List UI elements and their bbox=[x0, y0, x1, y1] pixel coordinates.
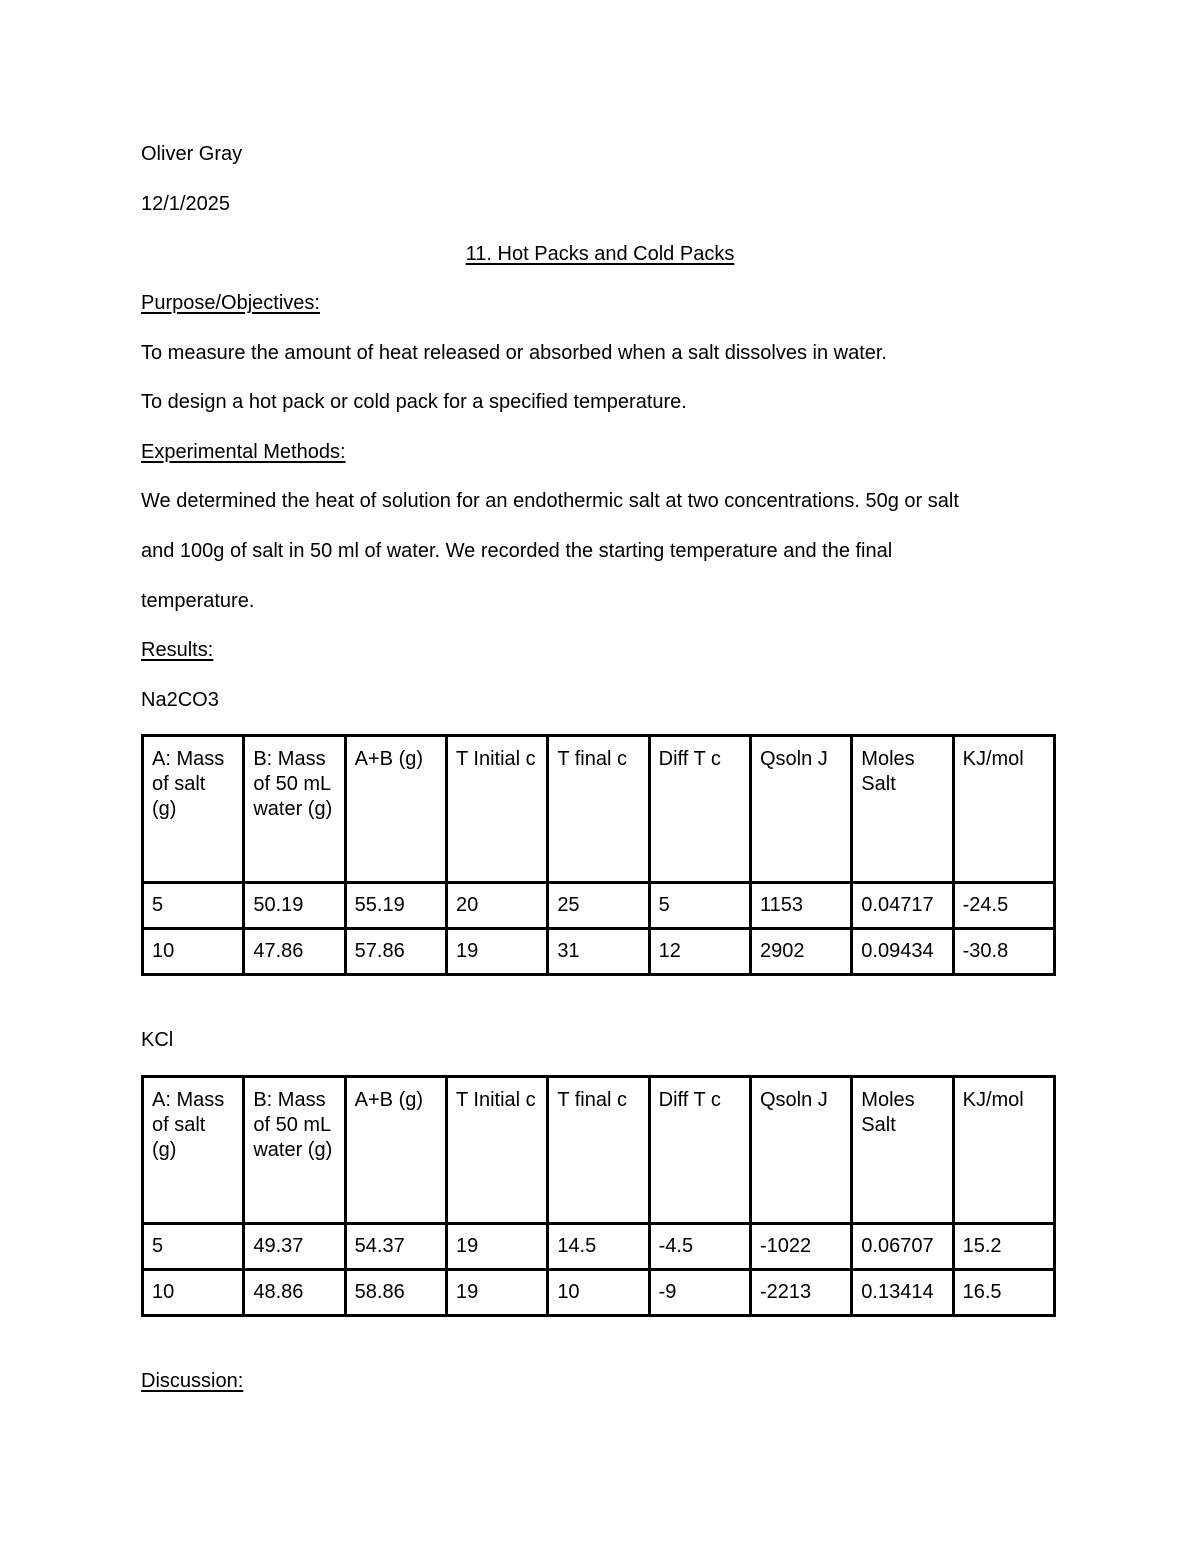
table-cell: 0.04717 bbox=[852, 883, 953, 929]
column-header: B: Mass of 50 mL water (g) bbox=[244, 1077, 345, 1224]
column-header: Qsoln J bbox=[750, 736, 851, 883]
column-header: B: Mass of 50 mL water (g) bbox=[244, 736, 345, 883]
table-cell: -24.5 bbox=[953, 883, 1054, 929]
table-cell: 5 bbox=[143, 883, 244, 929]
table-cell: 20 bbox=[446, 883, 547, 929]
column-header: A: Mass of salt (g) bbox=[143, 1077, 244, 1224]
table-cell: 54.37 bbox=[345, 1224, 446, 1270]
column-header: Moles Salt bbox=[852, 736, 953, 883]
table-cell: 58.86 bbox=[345, 1270, 446, 1316]
column-header: A+B (g) bbox=[345, 1077, 446, 1224]
report-date: 12/1/2025 bbox=[141, 193, 230, 215]
column-header: KJ/mol bbox=[953, 736, 1054, 883]
table-cell: 49.37 bbox=[244, 1224, 345, 1270]
table-cell: -1022 bbox=[750, 1224, 851, 1270]
table-header-row bbox=[143, 736, 1055, 883]
column-header: A: Mass of salt (g) bbox=[143, 736, 244, 883]
table-row bbox=[143, 1224, 1055, 1270]
methods-line: temperature. bbox=[141, 590, 255, 612]
table-cell: 57.86 bbox=[345, 929, 446, 975]
column-header: Qsoln J bbox=[750, 1077, 851, 1224]
table-row bbox=[143, 929, 1055, 975]
table-cell: 15.2 bbox=[953, 1224, 1054, 1270]
table-cell: 47.86 bbox=[244, 929, 345, 975]
table-row bbox=[143, 1270, 1055, 1316]
table-cell: 19 bbox=[446, 1224, 547, 1270]
table-cell: 10 bbox=[548, 1270, 649, 1316]
table-cell: 10 bbox=[143, 929, 244, 975]
table-cell: 48.86 bbox=[244, 1270, 345, 1316]
results-heading: Results: bbox=[141, 639, 214, 661]
table-cell: 0.06707 bbox=[852, 1224, 953, 1270]
column-header: A+B (g) bbox=[345, 736, 446, 883]
table-cell: 5 bbox=[143, 1224, 244, 1270]
table-header-row bbox=[143, 1077, 1055, 1224]
purpose-line: To design a hot pack or cold pack for a specified temperature. bbox=[141, 391, 687, 413]
table-label-kcl: KCl bbox=[141, 1029, 174, 1051]
author-name: Oliver Gray bbox=[141, 143, 243, 165]
table-cell: 1153 bbox=[750, 883, 851, 929]
table-cell: -2213 bbox=[750, 1270, 851, 1316]
table-cell: 25 bbox=[548, 883, 649, 929]
table-cell: 19 bbox=[446, 1270, 547, 1316]
discussion-heading: Discussion: bbox=[141, 1370, 244, 1392]
table-cell: -4.5 bbox=[649, 1224, 750, 1270]
table-cell: 12 bbox=[649, 929, 750, 975]
column-header: Diff T c bbox=[649, 736, 750, 883]
report-title: 11. Hot Packs and Cold Packs bbox=[465, 243, 735, 265]
column-header: T Initial c bbox=[446, 736, 547, 883]
table-cell: 0.09434 bbox=[852, 929, 953, 975]
table-cell: 5 bbox=[649, 883, 750, 929]
results-table-kcl bbox=[141, 1075, 1056, 1317]
table-cell: -30.8 bbox=[953, 929, 1054, 975]
table-cell: 14.5 bbox=[548, 1224, 649, 1270]
column-header: Moles Salt bbox=[852, 1077, 953, 1224]
column-header: KJ/mol bbox=[953, 1077, 1054, 1224]
table-cell: 55.19 bbox=[345, 883, 446, 929]
table-row bbox=[143, 883, 1055, 929]
column-header: Diff T c bbox=[649, 1077, 750, 1224]
table-cell: 19 bbox=[446, 929, 547, 975]
table-cell: 10 bbox=[143, 1270, 244, 1316]
table-label-na2co3: Na2CO3 bbox=[141, 689, 219, 711]
methods-line: We determined the heat of solution for an endothermic salt at two concentrations. 50g or salt bbox=[141, 490, 959, 512]
column-header: T final c bbox=[548, 736, 649, 883]
table-cell: 2902 bbox=[750, 929, 851, 975]
table-cell: 31 bbox=[548, 929, 649, 975]
methods-heading: Experimental Methods: bbox=[141, 441, 346, 463]
methods-line: and 100g of salt in 50 ml of water. We recorded the starting temperature and the final bbox=[141, 540, 893, 562]
document-page bbox=[141, 0, 1056, 1553]
results-table-na2co3 bbox=[141, 734, 1056, 976]
purpose-heading: Purpose/Objectives: bbox=[141, 292, 320, 314]
column-header: T Initial c bbox=[446, 1077, 547, 1224]
table-cell: 16.5 bbox=[953, 1270, 1054, 1316]
table-cell: 0.13414 bbox=[852, 1270, 953, 1316]
column-header: T final c bbox=[548, 1077, 649, 1224]
purpose-line: To measure the amount of heat released or absorbed when a salt dissolves in water. bbox=[141, 342, 887, 364]
table-cell: 50.19 bbox=[244, 883, 345, 929]
table-cell: -9 bbox=[649, 1270, 750, 1316]
